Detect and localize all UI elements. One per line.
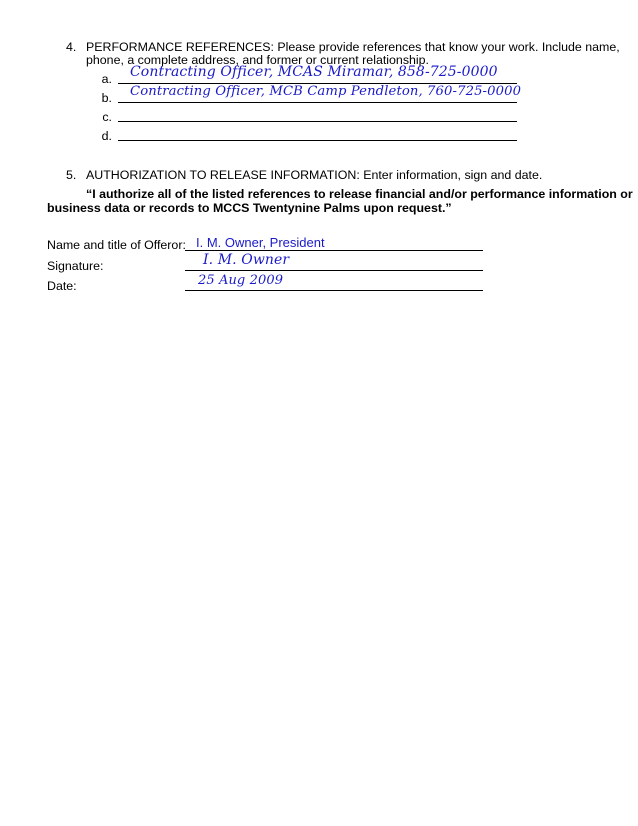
date-label: Date: [47,279,77,293]
section-4-text-line-1: PERFORMANCE REFERENCES: Please provide references that know your work. Include name, [86,40,620,54]
reference-c-letter: c. [102,110,112,124]
reference-a-value[interactable]: Contracting Officer, MCAS Miramar, 858-725-0000 [130,64,498,80]
section-4-text-line-2: phone, a complete address, and former or current relationship. [86,53,429,67]
signature-value[interactable]: I. M. Owner [203,252,290,268]
name-title-label: Name and title of Offeror: [47,238,186,252]
date-underline [185,290,483,291]
reference-b-letter: b. [101,91,112,105]
reference-d-letter: d. [101,129,112,143]
reference-c-underline [118,121,517,122]
authorization-quote-line-1: “I authorize all of the listed references to release financial and/or performance information or [86,187,633,201]
reference-b-value[interactable]: Contracting Officer, MCB Camp Pendleton, 760-725-0000 [130,84,522,99]
section-5-number: 5. [66,168,77,182]
section-4-number: 4. [66,40,77,54]
reference-a-letter: a. [101,72,112,86]
authorization-quote-line-2: business data or records to MCCS Twentynine Palms upon request.” [47,201,452,215]
date-value[interactable]: 25 Aug 2009 [198,273,284,288]
reference-d-underline [118,140,517,141]
name-title-value[interactable]: I. M. Owner, President [196,235,325,250]
signature-label: Signature: [47,259,104,273]
signature-underline [185,270,483,271]
name-title-underline [185,250,483,251]
reference-b-underline [118,102,517,103]
section-5-heading: AUTHORIZATION TO RELEASE INFORMATION: Enter information, sign and date. [86,168,543,182]
